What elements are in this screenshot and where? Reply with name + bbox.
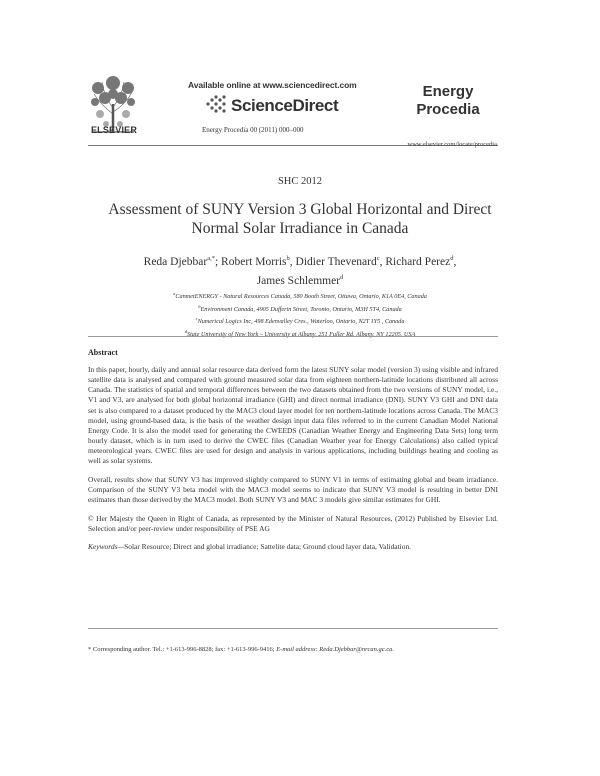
author-name: Robert Morris xyxy=(221,255,287,268)
paper-title xyxy=(80,200,520,238)
abstract-paragraph-2: Overall, results show that SUNY V3 has improved slightly compared to SUNY V1 in terms of estimating global and beam irradiance. Comparison of the SUNY V3 beta model with the MAC3 model seems to indicate that SUNY V3 model is resulting in better DNI estimates than those derived by the MAC3 model. Both SUNY V3 and MAC 3 models give similar estimates for GHI. xyxy=(88,474,498,505)
keywords-line xyxy=(88,542,498,552)
conference-label: SHC 2012 xyxy=(277,176,323,187)
keywords-label: Keywords— xyxy=(88,542,125,552)
abstract-body xyxy=(88,365,498,561)
corresponding-author-footnote xyxy=(88,646,508,653)
author-affil-mark: b xyxy=(286,255,290,262)
keywords-text: Solar Resource; Direct and global irradiance; Sattelite data; Ground cloud layer data, Validation. xyxy=(124,542,412,552)
affiliation-line: $^a$CanmetENERGY - Natural Resources Canada, 580 Booth Street, Ottawa, Ontario, K1A 0E4, Canada xyxy=(173,291,427,301)
email-address[interactable]: : Reda.Djebbar@nrcan.gc.ca. xyxy=(315,646,394,653)
copyright-statement: © Her Majesty the Queen in Right of Canada, as represented by the Minister of Natural Resources, (2012) Published by Elsevier Ltd. Selection and/or peer-review under responsibility of PSE AG xyxy=(88,513,498,533)
author-affil-mark: d xyxy=(340,273,344,281)
paper-title-line1: Assessment of SUNY Version 3 Global Horizontal and Direct xyxy=(108,201,492,218)
sciencedirect-wordmark: ScienceDirect xyxy=(231,96,339,115)
availability-line[interactable]: Available online at www.sciencedirect.com xyxy=(188,80,357,90)
abstract-paragraph-1: In this paper, hourly, daily and annual solar resource data derived form the latest SUNY solar model (version 3) using visible and infrared satellite data is analysed and compared with ground measured solar data from eighteen northern-latitude locations distributed all across Canada. The statistics of spatial and temporal differences between the two datasets obtained from the two versions of SUNY model, i.e., V1 and V3, are analysed for both global horizontal irradiance (GHI) and direct normal irradiance (DNI). SUNY V3 GHI and DNI data set is also compared to a dataset produced by the MAC3 cloud layer model for ten northern-latitude locations across Canada. The MAC3 model, using ground-based data, is the basis of the weather design input data files referred to in the current Canadian Model National Energy Code. It is also the model used for generating the CWEEDS (Canadian Weather Energy and Engineering Data Sets) long term hourly dataset, which is in turn used to derive the CWEC files (Canadian Weather year for Energy Calculations) also called typical meteorological years. CWEC files are used for design and analysis in various applications, including buildings heating and cooling as well as solar systems. xyxy=(88,365,498,466)
affiliation-line: $^d$State University of New York – University at Albany, 251 Fuller Rd. Albany, NY 12205, USA xyxy=(184,328,416,338)
publisher-name: ELSEVIER xyxy=(90,125,138,135)
abstract-heading: Abstract xyxy=(88,348,118,357)
author-name: James Schlemmer xyxy=(256,274,341,287)
author-name: Didier Thevenard xyxy=(295,255,377,268)
journal-title-line2: Procedia xyxy=(416,101,480,118)
journal-url[interactable]: www.elsevier.com/locate/procedia xyxy=(407,141,497,148)
footnote-contact: * Corresponding author. Tel.: +1-613-996-8828; fax: +1-613-996-9416; xyxy=(88,646,277,653)
journal-title xyxy=(404,83,492,119)
affiliation-list xyxy=(100,289,500,339)
author-affil-mark: c xyxy=(376,255,380,262)
author-list: Reda Djebbar$^{a,*}$; Robert Morris$^b$, Didier Thevenard$^c$, Richard Perez$^d$, James Schlemmer$^d$ xyxy=(143,255,457,287)
author-affil-mark: d xyxy=(450,255,454,262)
affiliation-line: $^c$Numerical Logics Inc, 498 Edenvalley Cres., Waterloo, Ontario, N2T 1Y5 , Canada xyxy=(195,316,405,326)
sciencedirect-logo-icon xyxy=(205,94,229,114)
journal-citation: Energy Procedia 00 (2011) 000–000 xyxy=(202,126,304,134)
affiliation-line: $^b$Environment Canada, 4905 Dufferin Street, Toronto, Ontario, M3H 5T4, Canada xyxy=(198,303,402,313)
abstract-bottom-divider xyxy=(88,628,498,629)
journal-title-line1: Energy xyxy=(422,83,474,100)
author-name: Reda Djebbar xyxy=(143,255,208,268)
abstract-top-divider xyxy=(88,336,498,337)
author-affil-mark: a,* xyxy=(207,255,215,262)
email-label: E-mail address xyxy=(276,646,316,653)
author-name: Richard Perez xyxy=(385,255,451,268)
paper-title-line2: Normal Solar Irradiance in Canada xyxy=(191,220,409,237)
